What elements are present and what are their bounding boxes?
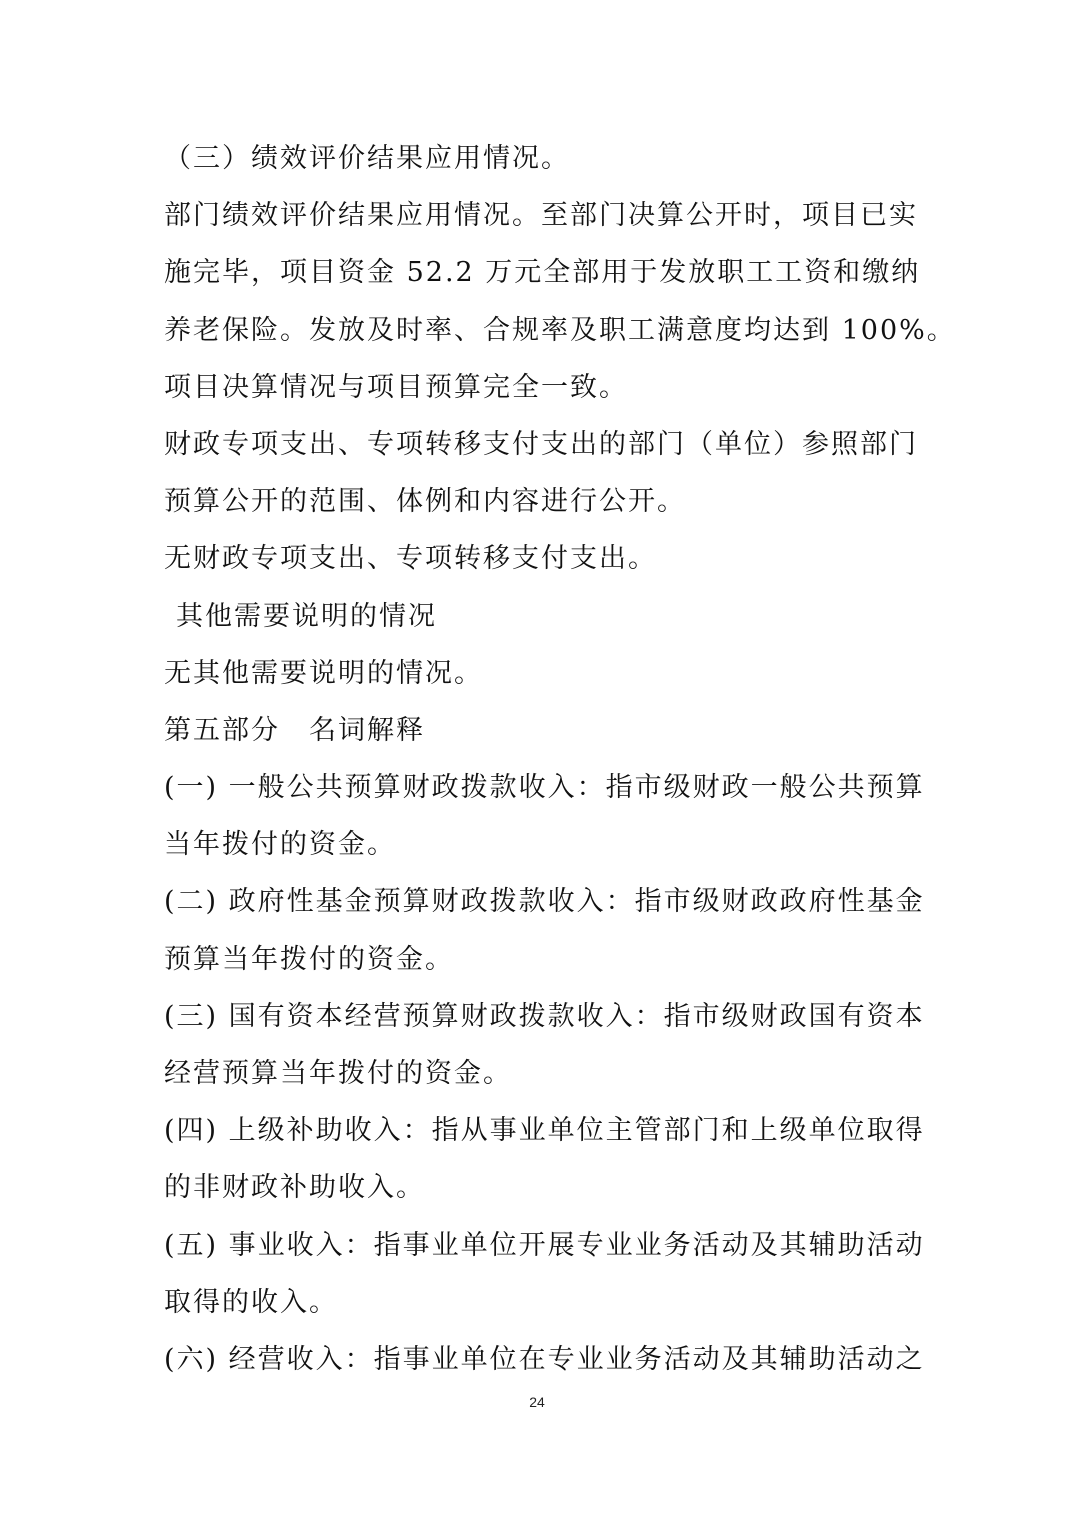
text-line: 无其他需要说明的情况。: [164, 657, 483, 689]
text-line: 其他需要说明的情况: [176, 600, 437, 632]
text-line: 养老保险。发放及时率、合规率及职工满意度均达到 100%。: [164, 314, 956, 346]
text-line: (一) 一般公共预算财政拨款收入：指市级财政一般公共预算: [164, 772, 925, 804]
text-line: (三) 国有资本经营预算财政拨款收入：指市级财政国有资本: [164, 1000, 925, 1032]
text-line: 预算公开的范围、体例和内容进行公开。: [164, 486, 686, 518]
text-line: 的非财政补助收入。: [164, 1172, 425, 1204]
text-line: (四) 上级补助收入：指从事业单位主管部门和上级单位取得: [164, 1115, 925, 1147]
text-line: (六) 经营收入：指事业单位在专业业务活动及其辅助活动之: [164, 1343, 925, 1375]
text-line: 当年拨付的资金。: [164, 829, 396, 861]
page-number: 24: [529, 1394, 545, 1410]
text-line: 第五部分 名词解释: [164, 714, 425, 746]
text-line: 经营预算当年拨付的资金。: [164, 1058, 512, 1089]
text-line: (五) 事业收入：指事业单位开展专业业务活动及其辅助活动: [164, 1229, 925, 1261]
text-line: 财政专项支出、专项转移支付支出的部门（单位）参照部门: [164, 428, 918, 460]
text-line: 项目决算情况与项目预算完全一致。: [164, 371, 628, 403]
document-body: [164, 130, 956, 1388]
text-line: 施完毕，项目资金 52.2 万元全部用于发放职工工资和缴纳: [164, 257, 921, 289]
text-line: （三）绩效评价结果应用情况。: [164, 143, 570, 174]
text-line: 部门绩效评价结果应用情况。至部门决算公开时，项目已实: [164, 200, 918, 232]
text-line: 取得的收入。: [164, 1286, 338, 1318]
text-line: 无财政专项支出、专项转移支付支出。: [164, 543, 657, 575]
text-line: (二) 政府性基金预算财政拨款收入：指市级财政政府性基金: [164, 886, 925, 918]
text-line: 预算当年拨付的资金。: [164, 943, 454, 975]
